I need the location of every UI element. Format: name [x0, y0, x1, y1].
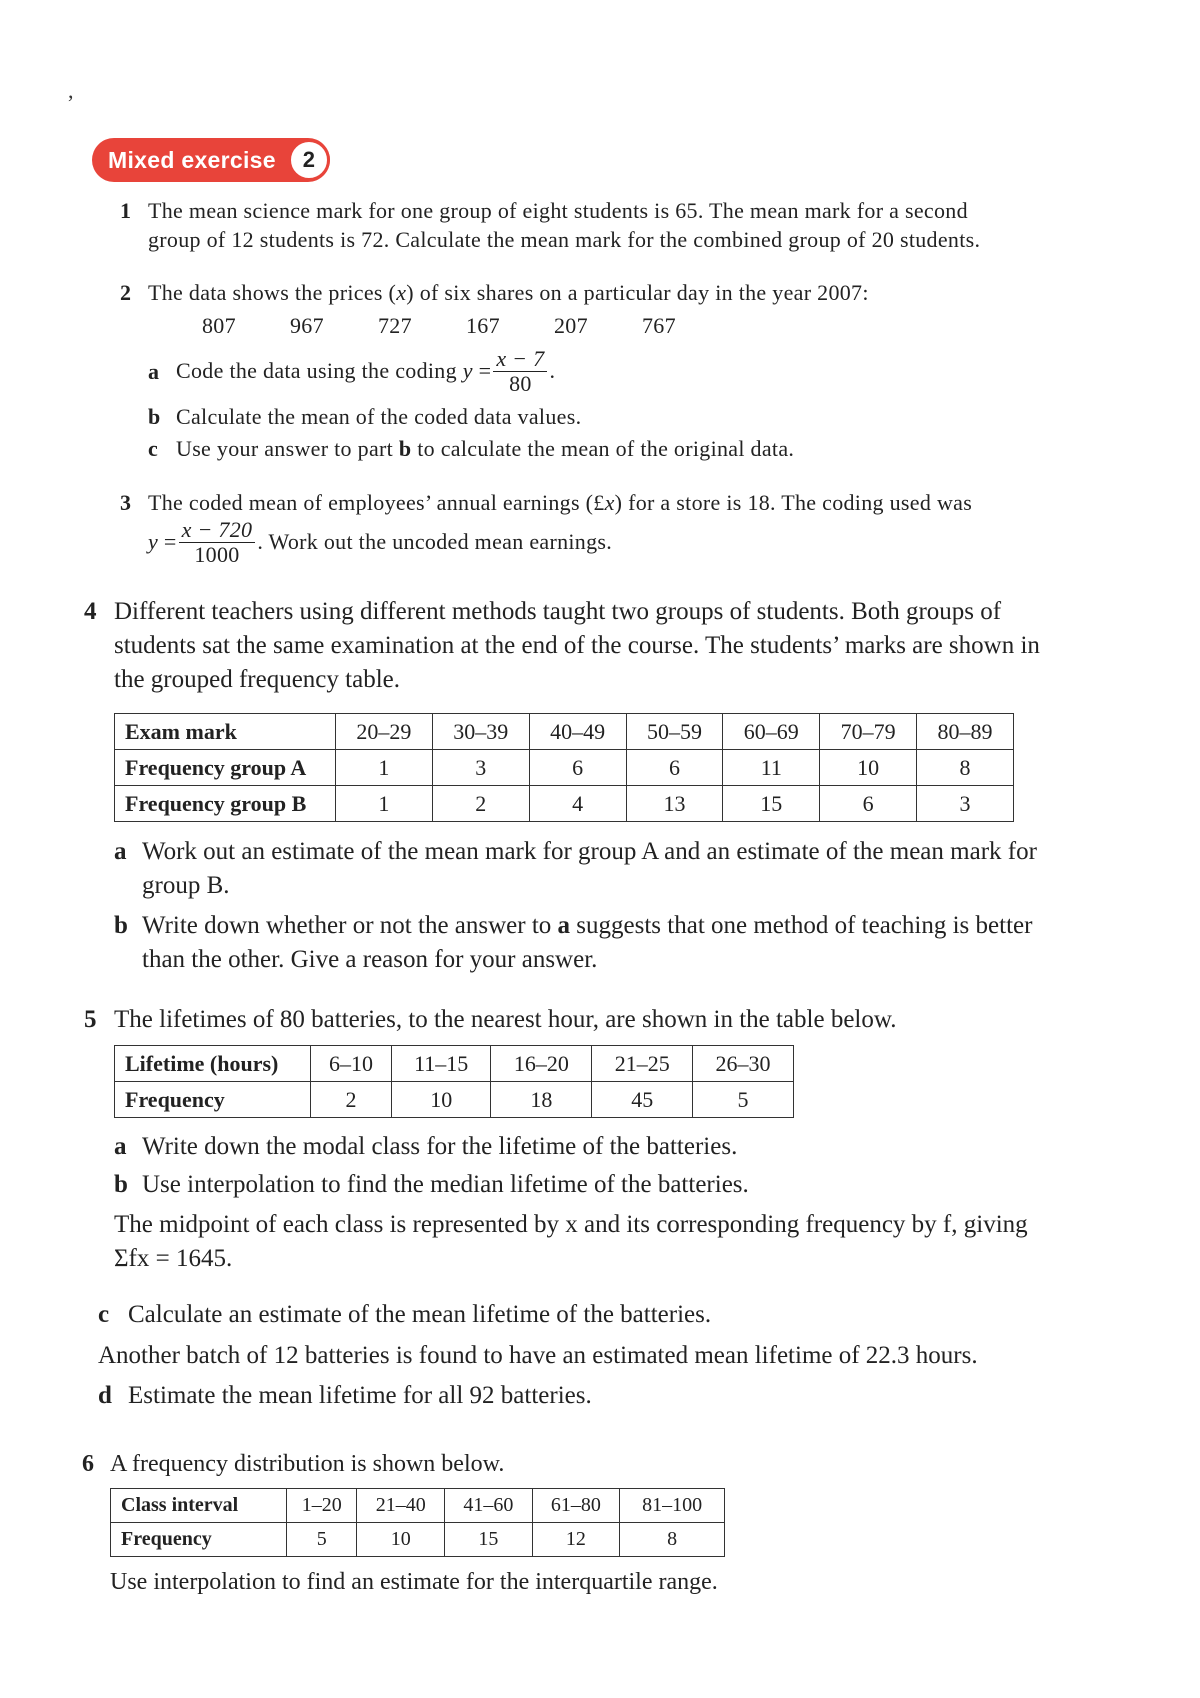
table-row [115, 714, 1014, 750]
q5d-letter: d [98, 1382, 112, 1409]
table-cell: 8 [917, 750, 1014, 786]
table-row [115, 750, 1014, 786]
q4b-letter: b [114, 912, 128, 939]
q4-number: 4 [84, 598, 97, 625]
q2-data-value: 767 [642, 313, 676, 338]
q5-another-batch: Another batch of 12 batteries is found to have an estimated mean lifetime of 22.3 hours. [98, 1342, 978, 1369]
table-cell: 18 [491, 1082, 592, 1118]
table-cell: 15 [723, 786, 820, 822]
q3-number: 3 [120, 490, 132, 515]
section-badge-label: Mixed exercise [108, 146, 276, 173]
q2c-text: Use your answer to part b to calculate the mean of the original data. [176, 436, 795, 461]
q4b-line2: than the other. Give a reason for your answer. [142, 946, 598, 973]
table-cell: 6 [626, 750, 723, 786]
table-cell: 45 [592, 1082, 693, 1118]
table-row [115, 1046, 794, 1082]
table-cell: 11 [723, 750, 820, 786]
q2-data-value: 807 [202, 313, 236, 338]
table-cell: 10 [357, 1523, 445, 1557]
q2-data-value: 207 [554, 313, 588, 338]
table-cell: 1 [336, 750, 433, 786]
table-cell: 30–39 [432, 714, 529, 750]
table-cell: 1–20 [287, 1489, 357, 1523]
q1-number: 1 [120, 198, 132, 223]
table-header-cell: Frequency group A [115, 750, 336, 786]
table-cell: 2 [432, 786, 529, 822]
q6-number: 6 [82, 1451, 94, 1477]
q4a-line1: Work out an estimate of the mean mark for group A and an estimate of the mean mark for [142, 838, 1037, 865]
table-cell: 10 [392, 1082, 491, 1118]
table-cell: 5 [693, 1082, 794, 1118]
q3-line2: y = $\frac{x - 720}{1000}$ . Work out the uncoded mean earnings. [148, 517, 613, 567]
table-cell: 6 [529, 750, 626, 786]
table-row [115, 786, 1014, 822]
table-cell: 70–79 [820, 714, 917, 750]
q5c-text: Calculate an estimate of the mean lifetime of the batteries. [128, 1301, 712, 1328]
q5-midpoint-line2: Σfx = 1645. [114, 1245, 233, 1272]
table-cell: 11–15 [392, 1046, 491, 1082]
table-cell: 21–40 [357, 1489, 445, 1523]
q2-data-value: 967 [290, 313, 324, 338]
table-header-cell: Frequency [111, 1523, 287, 1557]
q5-midpoint-line1: The midpoint of each class is represented by x and its corresponding frequency by f, giving [114, 1211, 1028, 1238]
table-cell: 15 [445, 1523, 533, 1557]
q5c-letter: c [98, 1301, 110, 1328]
q5-intro: The lifetimes of 80 batteries, to the nearest hour, are shown in the table below. [114, 1006, 897, 1033]
table-header-cell: Lifetime (hours) [115, 1046, 311, 1082]
q5d-text: Estimate the mean lifetime for all 92 batteries. [128, 1382, 592, 1409]
q1-line2: group of 12 students is 72. Calculate the mean mark for the combined group of 20 students. [148, 227, 981, 252]
table-cell: 6 [820, 786, 917, 822]
q5-number: 5 [84, 1006, 97, 1033]
q5a-text: Write down the modal class for the lifetime of the batteries. [142, 1133, 738, 1160]
table-cell: 3 [432, 750, 529, 786]
q4a-line2: group B. [142, 872, 230, 899]
table-cell: 10 [820, 750, 917, 786]
table-cell: 26–30 [693, 1046, 794, 1082]
q4-line3: the grouped frequency table. [114, 666, 400, 693]
q4b-line1: Write down whether or not the answer to a suggests that one method of teaching is better [142, 912, 1033, 939]
table-cell: 5 [287, 1523, 357, 1557]
table-header-cell: Exam mark [115, 714, 336, 750]
table-cell: 1 [336, 786, 433, 822]
table-cell: 41–60 [445, 1489, 533, 1523]
table-cell: 21–25 [592, 1046, 693, 1082]
table-cell: 2 [311, 1082, 392, 1118]
q3-fraction: $\frac{x - 720}{1000}$ [179, 518, 256, 565]
table-row [111, 1489, 725, 1523]
table-cell: 60–69 [723, 714, 820, 750]
table-header-cell: Frequency [115, 1082, 311, 1118]
stray-mark: , [68, 78, 74, 103]
q5-frequency-table [114, 1045, 794, 1118]
table-cell: 40–49 [529, 714, 626, 750]
q5b-letter: b [114, 1171, 128, 1198]
table-cell: 3 [917, 786, 1014, 822]
q1-line1: The mean science mark for one group of eight students is 65. The mean mark for a second [148, 198, 968, 223]
table-header-cell: Frequency group B [115, 786, 336, 822]
table-cell: 20–29 [336, 714, 433, 750]
q6-frequency-table [110, 1488, 725, 1557]
table-cell: 61–80 [532, 1489, 620, 1523]
section-badge [92, 138, 330, 182]
table-cell: 16–20 [491, 1046, 592, 1082]
q2-number: 2 [120, 280, 132, 305]
q2-intro: The data shows the prices (x) of six shares on a particular day in the year 2007: [148, 280, 869, 305]
table-cell: 50–59 [626, 714, 723, 750]
q2b-text: Calculate the mean of the coded data values. [176, 404, 582, 429]
table-cell: 13 [626, 786, 723, 822]
table-header-cell: Class interval [111, 1489, 287, 1523]
q2-data-values [202, 313, 730, 339]
table-cell: 12 [532, 1523, 620, 1557]
table-cell: 80–89 [917, 714, 1014, 750]
q4-line1: Different teachers using different methods taught two groups of students. Both groups of [114, 598, 1002, 625]
q5a-letter: a [114, 1133, 127, 1160]
q2a-fraction: $\frac{x - 7}{80}$ [493, 347, 547, 394]
q5b-text: Use interpolation to find the median lifetime of the batteries. [142, 1171, 749, 1198]
q2a-text: Code the data using the coding y = $\frac{x - 7}{80}$ . [176, 346, 556, 396]
q6-intro: A frequency distribution is shown below. [110, 1451, 505, 1477]
q2b-letter: b [148, 404, 161, 429]
q2c-letter: c [148, 436, 159, 461]
q3-line1: The coded mean of employees’ annual earnings (£x) for a store is 18. The coding used was [148, 490, 973, 515]
table-row [111, 1523, 725, 1557]
table-cell: 4 [529, 786, 626, 822]
q2a-letter: a [148, 359, 160, 384]
table-row [115, 1082, 794, 1118]
table-cell: 8 [620, 1523, 725, 1557]
q4-frequency-table [114, 713, 1014, 822]
q2-data-value: 167 [466, 313, 500, 338]
q4a-letter: a [114, 838, 127, 865]
q4-line2: students sat the same examination at the end of the course. The students’ marks are shown in [114, 632, 1040, 659]
section-badge-number: 2 [288, 139, 330, 181]
table-cell: 6–10 [311, 1046, 392, 1082]
q2-data-value: 727 [378, 313, 412, 338]
q6-final: Use interpolation to find an estimate for the interquartile range. [110, 1569, 718, 1595]
table-cell: 81–100 [620, 1489, 725, 1523]
